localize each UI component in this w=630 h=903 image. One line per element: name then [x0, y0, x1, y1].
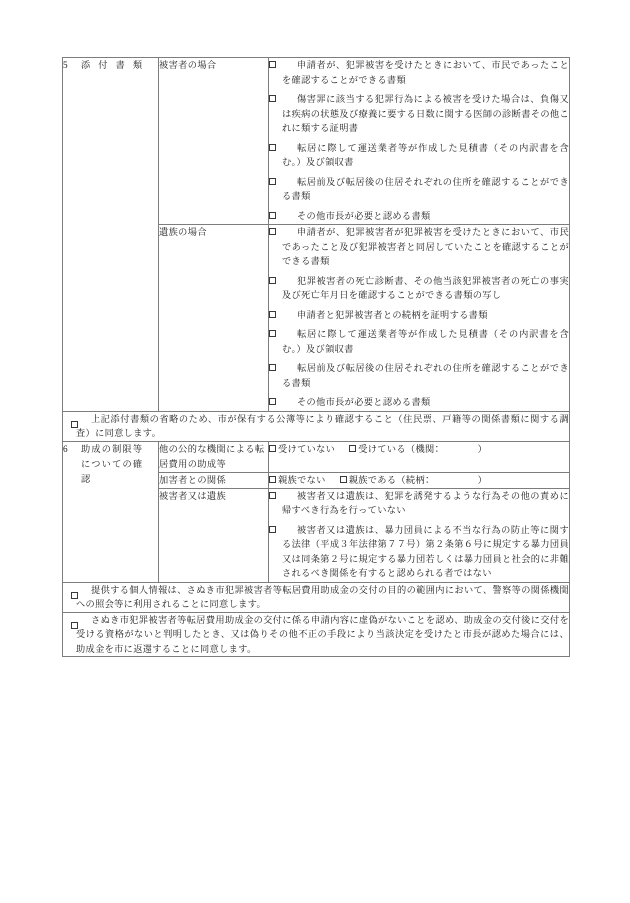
checkbox-icon[interactable] [71, 592, 78, 599]
checkbox-icon[interactable] [269, 445, 276, 452]
checkbox-item[interactable] [269, 92, 569, 136]
checkbox-icon[interactable] [269, 178, 276, 185]
checkbox-item[interactable] [269, 308, 569, 323]
table-row [63, 582, 570, 612]
checkbox-icon[interactable] [71, 421, 78, 428]
section5-number: 5 [63, 60, 69, 70]
checkbox-icon[interactable] [269, 492, 276, 499]
checkbox-label: その他市長が必要と認める書類 [297, 210, 431, 221]
checkbox-icon[interactable] [269, 277, 276, 284]
checkbox-label: 申請者が、犯罪被害者が犯罪被害を受けたときにおいて、市民であったこと及び犯罪被害者と同居していたことを確認することができる書類 [282, 227, 569, 266]
option-label: 受けている（機関： ） [358, 443, 488, 454]
section6-row-1-name: 加害者との関係 [159, 472, 269, 488]
checkbox-label: 被害者又は遺族は、暴力団員による不当な行為の防止等に関する法律（平成３年法律第７７号）第２条第６号に規定する暴力団員又は同条第２号に規定する暴力団若しくは暴力団員と社会的に非難されるべき関係を有すると認められる者ではない [282, 524, 569, 578]
section6-row-1-options [269, 472, 570, 488]
option-label: 受けていない [278, 443, 336, 454]
option-label: 親族でない [278, 474, 326, 485]
checkbox-item[interactable] [269, 327, 569, 356]
checkbox-item[interactable] [269, 209, 569, 224]
table-row [63, 441, 570, 472]
footer-consent-0-text: 提供する個人情報は、さぬき市犯罪被害者等転居費用助成金の交付の目的の範囲内において、警察等の関係機関への照会等に利用されることに同意します。 [76, 584, 569, 609]
checkbox-label: 転居に際して運送業者等が作成した見積書（その内訳書を含む。）及び領収書 [282, 329, 569, 354]
checkbox-item[interactable] [269, 489, 569, 518]
checkbox-icon[interactable] [269, 526, 276, 533]
checkbox-label: 傷害罪に該当する犯罪行為による被害を受けた場合は、負傷又は疾病の状態及び療養に要する日数に関する医師の診断書その他これに類する証明書 [282, 94, 569, 133]
checkbox-icon[interactable] [349, 445, 356, 452]
checkbox-icon[interactable] [269, 311, 276, 318]
section6-row-2-items [269, 488, 570, 582]
consent-documents-text: 上記添付書類の省略のため、市が保有する公簿等により確認すること（住民票、戸籍等の関係書類に関する調査）に同意します。 [76, 413, 569, 438]
section6-row-0-name: 他の公的な機関による転居費用の助成等 [159, 441, 269, 472]
checkbox-label: 申請者が、犯罪被害を受けたときにおいて、市民であったことを確認することができる書類 [282, 60, 569, 85]
section5-label: 添付書類 [81, 60, 143, 70]
checkbox-icon[interactable] [269, 476, 276, 483]
form-sheet [62, 57, 569, 657]
checkbox-item[interactable] [269, 58, 569, 87]
checkbox-label: 転居前及び転居後の住居それぞれの住所を確認することができる書類 [282, 363, 569, 388]
section5-group-0-items [269, 58, 570, 225]
checkbox-icon[interactable] [269, 228, 276, 235]
section6-index-cell [63, 441, 159, 582]
footer-consent-1-text: さぬき市犯罪被害者等転居費用助成金の交付に係る申請内容に虚偽がないことを認め、助成金の交付後に交付を受ける資格がないと判明したとき、又は偽りその他不正の手段により当該決定を受けたと市長が認めた場合には、助成金を市に返還することに同意します。 [76, 614, 569, 654]
checkbox-item[interactable] [269, 141, 569, 170]
checkbox-item[interactable] [269, 225, 569, 269]
section6-label: 助成の制限等についての確認 [81, 443, 143, 484]
footer-consent-1[interactable] [63, 612, 570, 657]
checkbox-label: 犯罪被害者の死亡診断書、その他当該犯罪被害者の死亡の事実及び死亡年月日を確認することができる書類の写し [282, 275, 569, 300]
consent-documents-row[interactable] [63, 411, 570, 441]
checkbox-item[interactable] [269, 395, 569, 410]
checkbox-icon[interactable] [71, 622, 78, 629]
checkbox-icon[interactable] [340, 476, 347, 483]
table-row [63, 612, 570, 657]
checkbox-icon[interactable] [269, 144, 276, 151]
table-row [63, 58, 570, 225]
section5-group-0-name: 被害者の場合 [159, 58, 269, 225]
checkbox-icon[interactable] [269, 364, 276, 371]
checkbox-label: 申請者と犯罪被害者との続柄を証明する書類 [297, 309, 488, 320]
checkbox-icon[interactable] [269, 330, 276, 337]
checkbox-label: 転居前及び転居後の住居それぞれの住所を確認することができる書類 [282, 176, 569, 201]
footer-consent-0[interactable] [63, 582, 570, 612]
section5-group-1-items [269, 225, 570, 412]
section6-number: 6 [63, 443, 69, 454]
checkbox-icon[interactable] [269, 398, 276, 405]
checkbox-item[interactable] [269, 175, 569, 204]
checkbox-icon[interactable] [269, 61, 276, 68]
application-form-table [62, 57, 570, 657]
checkbox-label: 転居に際して運送業者等が作成した見積書（その内訳書を含む。）及び領収書 [282, 142, 569, 167]
table-row [63, 411, 570, 441]
section6-row-0-options [269, 441, 570, 472]
option-label: 親族である（続柄： ） [348, 474, 488, 485]
checkbox-icon[interactable] [269, 212, 276, 219]
checkbox-label: 被害者又は遺族は、犯罪を誘発するような行為その他の責めに帰すべき行為を行っていない [282, 490, 569, 515]
checkbox-item[interactable] [269, 274, 569, 303]
section5-group-1-name: 遺族の場合 [159, 225, 269, 412]
checkbox-item[interactable] [269, 361, 569, 390]
checkbox-item[interactable] [269, 523, 569, 581]
checkbox-icon[interactable] [269, 95, 276, 102]
section6-row-2-name: 被害者又は遺族 [159, 488, 269, 582]
section5-index-cell [63, 58, 159, 412]
checkbox-label: その他市長が必要と認める書類 [297, 397, 431, 407]
